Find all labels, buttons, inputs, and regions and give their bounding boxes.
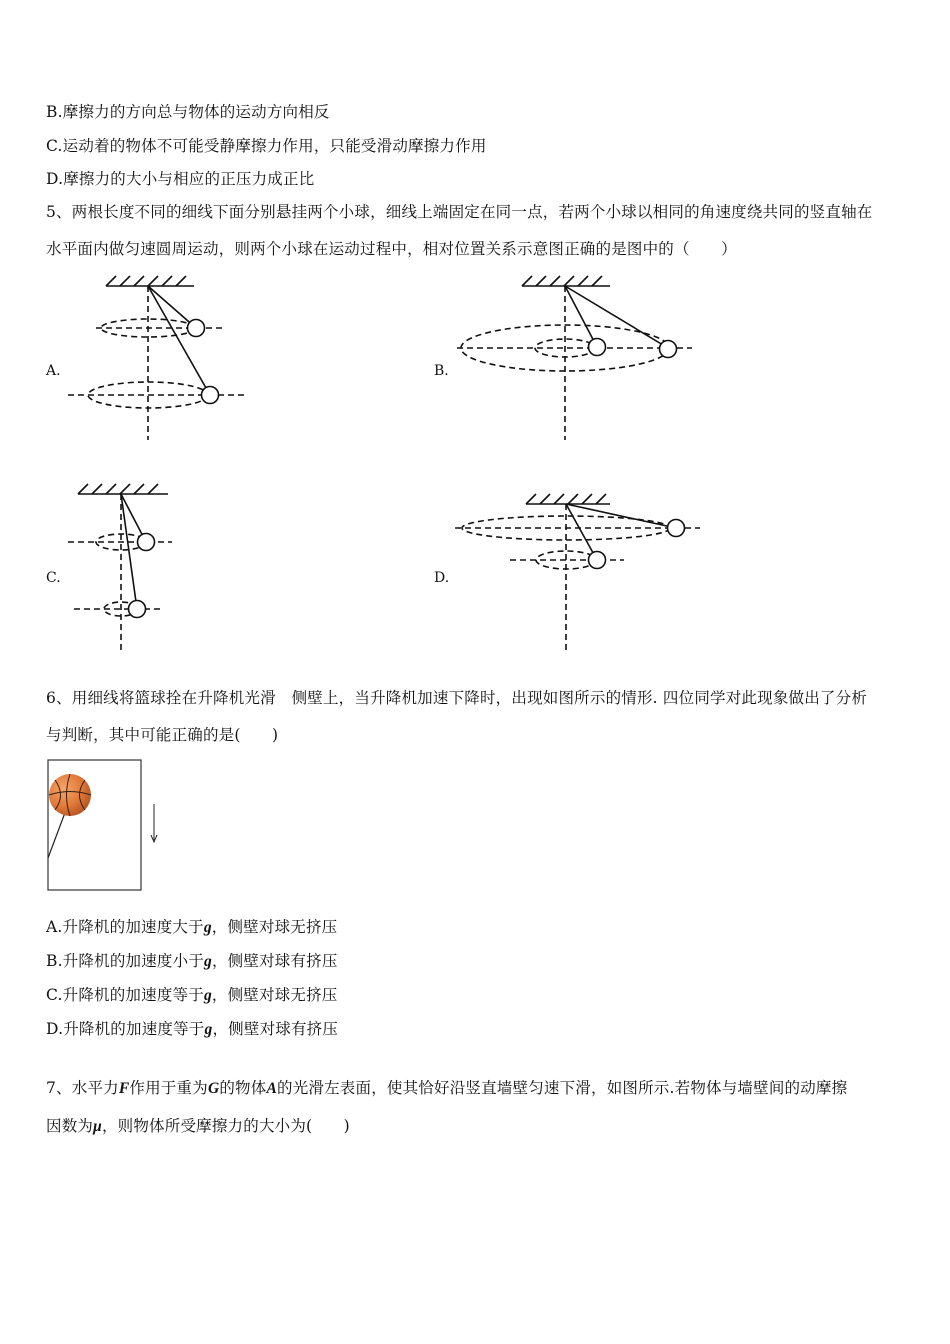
g-symbol: g	[203, 987, 212, 1004]
q5-label-b: B.	[434, 363, 449, 379]
q6-option-c: C.升降机的加速度等于g，侧壁对球无挤压	[46, 986, 338, 1004]
g-symbol: g	[204, 953, 212, 970]
q5-figure-a	[60, 270, 260, 445]
q5-label-a: A.	[46, 363, 61, 379]
q6-stem-line2: 与判断，其中可能正确的是( )	[46, 726, 279, 744]
q6-option-b: B.升降机的加速度小于g，侧壁对球有挤压	[46, 952, 338, 970]
q4-option-b: B.摩擦力的方向总与物体的运动方向相反	[46, 103, 330, 121]
q5-figure-c	[60, 480, 190, 655]
g-symbol: g	[203, 919, 212, 936]
q5-stem-line2: 水平面内做匀速圆周运动，则两个小球在运动过程中，相对位置关系示意图正确的是图中的（ ）	[46, 240, 737, 258]
q5-stem-line1: 5、两根长度不同的细线下面分别悬挂两个小球，细线上端固定在同一点，若两个小球以相同的角速度绕共同的竖直轴在	[46, 203, 873, 221]
q7-stem-line1: 7、水平力F作用于重为G的物体A的光滑左表面，使其恰好沿竖直墙壁匀速下滑，如图所示.若物体与墙壁间的动摩擦	[46, 1079, 848, 1097]
q4-option-c: C.运动着的物体不可能受静摩擦力作用，只能受滑动摩擦力作用	[46, 137, 487, 155]
q7-stem-line2: 因数为μ，则物体所受摩擦力的大小为( )	[46, 1117, 350, 1135]
down-arrow-icon	[151, 804, 157, 842]
q6-stem-line1: 6、用细线将篮球拴在升降机光滑 侧壁上，当升降机加速下降时，出现如图所示的情形. 四位同学对此现象做出了分析	[46, 689, 868, 707]
q6-option-a: A.升降机的加速度大于g，侧壁对球无挤压	[46, 918, 338, 936]
q4-option-d: D.摩擦力的大小与相应的正压力成正比	[46, 170, 315, 188]
q5-figure-b	[452, 270, 702, 445]
q5-label-c: C.	[46, 570, 61, 586]
g-symbol: g	[204, 1021, 213, 1038]
basketball-icon	[49, 774, 91, 816]
q5-figure-d	[452, 490, 702, 655]
q6-elevator-figure	[46, 758, 166, 893]
q6-option-d: D.升降机的加速度等于g，侧壁对球有挤压	[46, 1020, 339, 1038]
q5-label-d: D.	[434, 570, 450, 586]
